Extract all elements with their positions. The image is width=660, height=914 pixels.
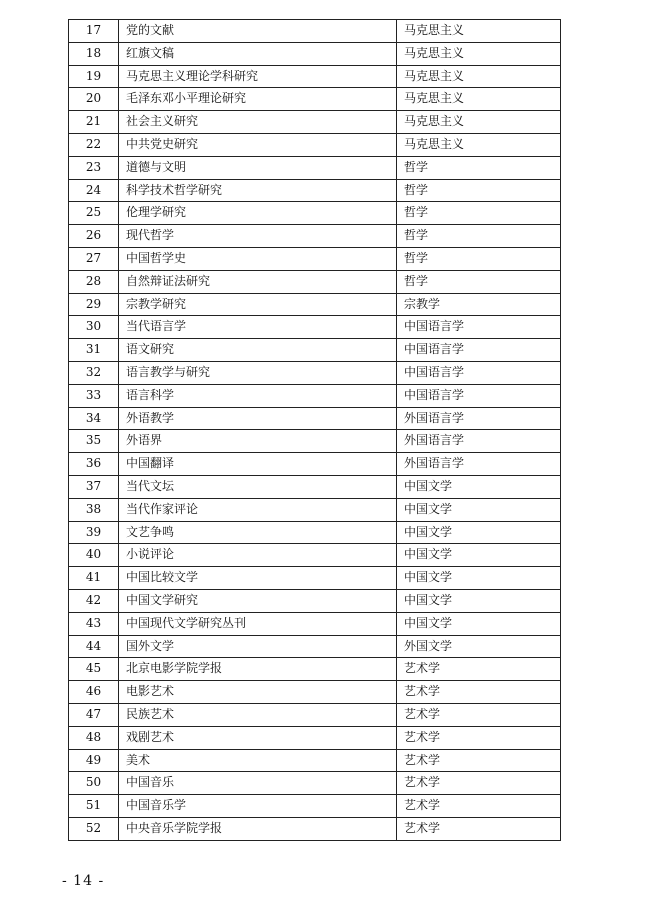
row-number: 44	[69, 635, 119, 658]
table-row	[69, 726, 561, 749]
discipline-category: 中国语言学	[397, 384, 561, 407]
journal-name: 外语界	[119, 430, 397, 453]
row-number: 36	[69, 453, 119, 476]
discipline-category: 外国文学	[397, 635, 561, 658]
table-row	[69, 133, 561, 156]
table-row	[69, 293, 561, 316]
row-number: 46	[69, 681, 119, 704]
journal-name: 国外文学	[119, 635, 397, 658]
table-row	[69, 156, 561, 179]
row-number: 40	[69, 544, 119, 567]
table-row	[69, 475, 561, 498]
discipline-category: 外国语言学	[397, 430, 561, 453]
row-number: 26	[69, 225, 119, 248]
journal-name: 中国音乐学	[119, 795, 397, 818]
discipline-category: 哲学	[397, 247, 561, 270]
table-row	[69, 521, 561, 544]
table-row	[69, 407, 561, 430]
journal-table-body	[69, 20, 561, 841]
journal-name: 当代文坛	[119, 475, 397, 498]
row-number: 25	[69, 202, 119, 225]
discipline-category: 哲学	[397, 179, 561, 202]
table-row	[69, 202, 561, 225]
row-number: 49	[69, 749, 119, 772]
journal-name: 毛泽东邓小平理论研究	[119, 88, 397, 111]
discipline-category: 中国语言学	[397, 316, 561, 339]
journal-name: 美术	[119, 749, 397, 772]
table-row	[69, 225, 561, 248]
row-number: 30	[69, 316, 119, 339]
discipline-category: 中国文学	[397, 567, 561, 590]
discipline-category: 艺术学	[397, 795, 561, 818]
journal-name: 中国现代文学研究丛刊	[119, 612, 397, 635]
row-number: 22	[69, 133, 119, 156]
table-row	[69, 111, 561, 134]
table-row	[69, 247, 561, 270]
discipline-category: 马克思主义	[397, 111, 561, 134]
table-row	[69, 453, 561, 476]
discipline-category: 马克思主义	[397, 65, 561, 88]
journal-name: 自然辩证法研究	[119, 270, 397, 293]
journal-name: 当代作家评论	[119, 498, 397, 521]
row-number: 21	[69, 111, 119, 134]
journal-name: 语文研究	[119, 339, 397, 362]
discipline-category: 宗教学	[397, 293, 561, 316]
journal-name: 现代哲学	[119, 225, 397, 248]
discipline-category: 马克思主义	[397, 42, 561, 65]
row-number: 41	[69, 567, 119, 590]
table-row	[69, 681, 561, 704]
row-number: 37	[69, 475, 119, 498]
table-row	[69, 544, 561, 567]
row-number: 48	[69, 726, 119, 749]
table-row	[69, 658, 561, 681]
journal-name: 科学技术哲学研究	[119, 179, 397, 202]
discipline-category: 马克思主义	[397, 133, 561, 156]
row-number: 43	[69, 612, 119, 635]
table-row	[69, 339, 561, 362]
table-row	[69, 635, 561, 658]
table-row	[69, 270, 561, 293]
discipline-category: 中国文学	[397, 589, 561, 612]
discipline-category: 艺术学	[397, 658, 561, 681]
row-number: 19	[69, 65, 119, 88]
discipline-category: 艺术学	[397, 726, 561, 749]
journal-name: 马克思主义理论学科研究	[119, 65, 397, 88]
table-row	[69, 817, 561, 840]
discipline-category: 中国文学	[397, 612, 561, 635]
journal-name: 语言科学	[119, 384, 397, 407]
table-row	[69, 384, 561, 407]
discipline-category: 哲学	[397, 270, 561, 293]
journal-table	[68, 19, 561, 841]
table-row	[69, 795, 561, 818]
journal-name: 小说评论	[119, 544, 397, 567]
journal-name: 伦理学研究	[119, 202, 397, 225]
table-row	[69, 589, 561, 612]
journal-name: 中国比较文学	[119, 567, 397, 590]
row-number: 20	[69, 88, 119, 111]
discipline-category: 哲学	[397, 156, 561, 179]
journal-name: 中国音乐	[119, 772, 397, 795]
journal-name: 当代语言学	[119, 316, 397, 339]
journal-name: 文艺争鸣	[119, 521, 397, 544]
journal-name: 中国翻译	[119, 453, 397, 476]
journal-name: 社会主义研究	[119, 111, 397, 134]
row-number: 52	[69, 817, 119, 840]
discipline-category: 马克思主义	[397, 20, 561, 43]
row-number: 18	[69, 42, 119, 65]
table-row	[69, 42, 561, 65]
row-number: 35	[69, 430, 119, 453]
table-row	[69, 498, 561, 521]
table-row	[69, 772, 561, 795]
discipline-category: 艺术学	[397, 681, 561, 704]
discipline-category: 中国语言学	[397, 339, 561, 362]
page-number: - 14 -	[62, 873, 105, 889]
row-number: 45	[69, 658, 119, 681]
discipline-category: 哲学	[397, 202, 561, 225]
journal-name: 中国文学研究	[119, 589, 397, 612]
row-number: 51	[69, 795, 119, 818]
discipline-category: 外国语言学	[397, 407, 561, 430]
row-number: 24	[69, 179, 119, 202]
discipline-category: 艺术学	[397, 817, 561, 840]
discipline-category: 外国语言学	[397, 453, 561, 476]
discipline-category: 中国文学	[397, 521, 561, 544]
journal-name: 道德与文明	[119, 156, 397, 179]
discipline-category: 艺术学	[397, 703, 561, 726]
journal-name: 外语教学	[119, 407, 397, 430]
discipline-category: 艺术学	[397, 772, 561, 795]
journal-name: 语言教学与研究	[119, 361, 397, 384]
discipline-category: 中国文学	[397, 475, 561, 498]
journal-name: 红旗文稿	[119, 42, 397, 65]
row-number: 50	[69, 772, 119, 795]
table-row	[69, 179, 561, 202]
journal-name: 党的文献	[119, 20, 397, 43]
journal-name: 宗教学研究	[119, 293, 397, 316]
row-number: 17	[69, 20, 119, 43]
discipline-category: 中国文学	[397, 498, 561, 521]
discipline-category: 马克思主义	[397, 88, 561, 111]
row-number: 34	[69, 407, 119, 430]
journal-name: 中共党史研究	[119, 133, 397, 156]
table-row	[69, 430, 561, 453]
row-number: 31	[69, 339, 119, 362]
table-row	[69, 567, 561, 590]
row-number: 29	[69, 293, 119, 316]
discipline-category: 中国文学	[397, 544, 561, 567]
table-row	[69, 20, 561, 43]
table-row	[69, 749, 561, 772]
row-number: 32	[69, 361, 119, 384]
row-number: 33	[69, 384, 119, 407]
table-row	[69, 612, 561, 635]
table-row	[69, 703, 561, 726]
journal-name: 民族艺术	[119, 703, 397, 726]
table-row	[69, 361, 561, 384]
journal-name: 电影艺术	[119, 681, 397, 704]
journal-name: 中央音乐学院学报	[119, 817, 397, 840]
row-number: 23	[69, 156, 119, 179]
row-number: 27	[69, 247, 119, 270]
row-number: 42	[69, 589, 119, 612]
row-number: 47	[69, 703, 119, 726]
discipline-category: 哲学	[397, 225, 561, 248]
journal-name: 北京电影学院学报	[119, 658, 397, 681]
journal-name: 中国哲学史	[119, 247, 397, 270]
row-number: 38	[69, 498, 119, 521]
table-row	[69, 65, 561, 88]
row-number: 39	[69, 521, 119, 544]
discipline-category: 中国语言学	[397, 361, 561, 384]
table-row	[69, 88, 561, 111]
journal-name: 戏剧艺术	[119, 726, 397, 749]
discipline-category: 艺术学	[397, 749, 561, 772]
table-row	[69, 316, 561, 339]
row-number: 28	[69, 270, 119, 293]
